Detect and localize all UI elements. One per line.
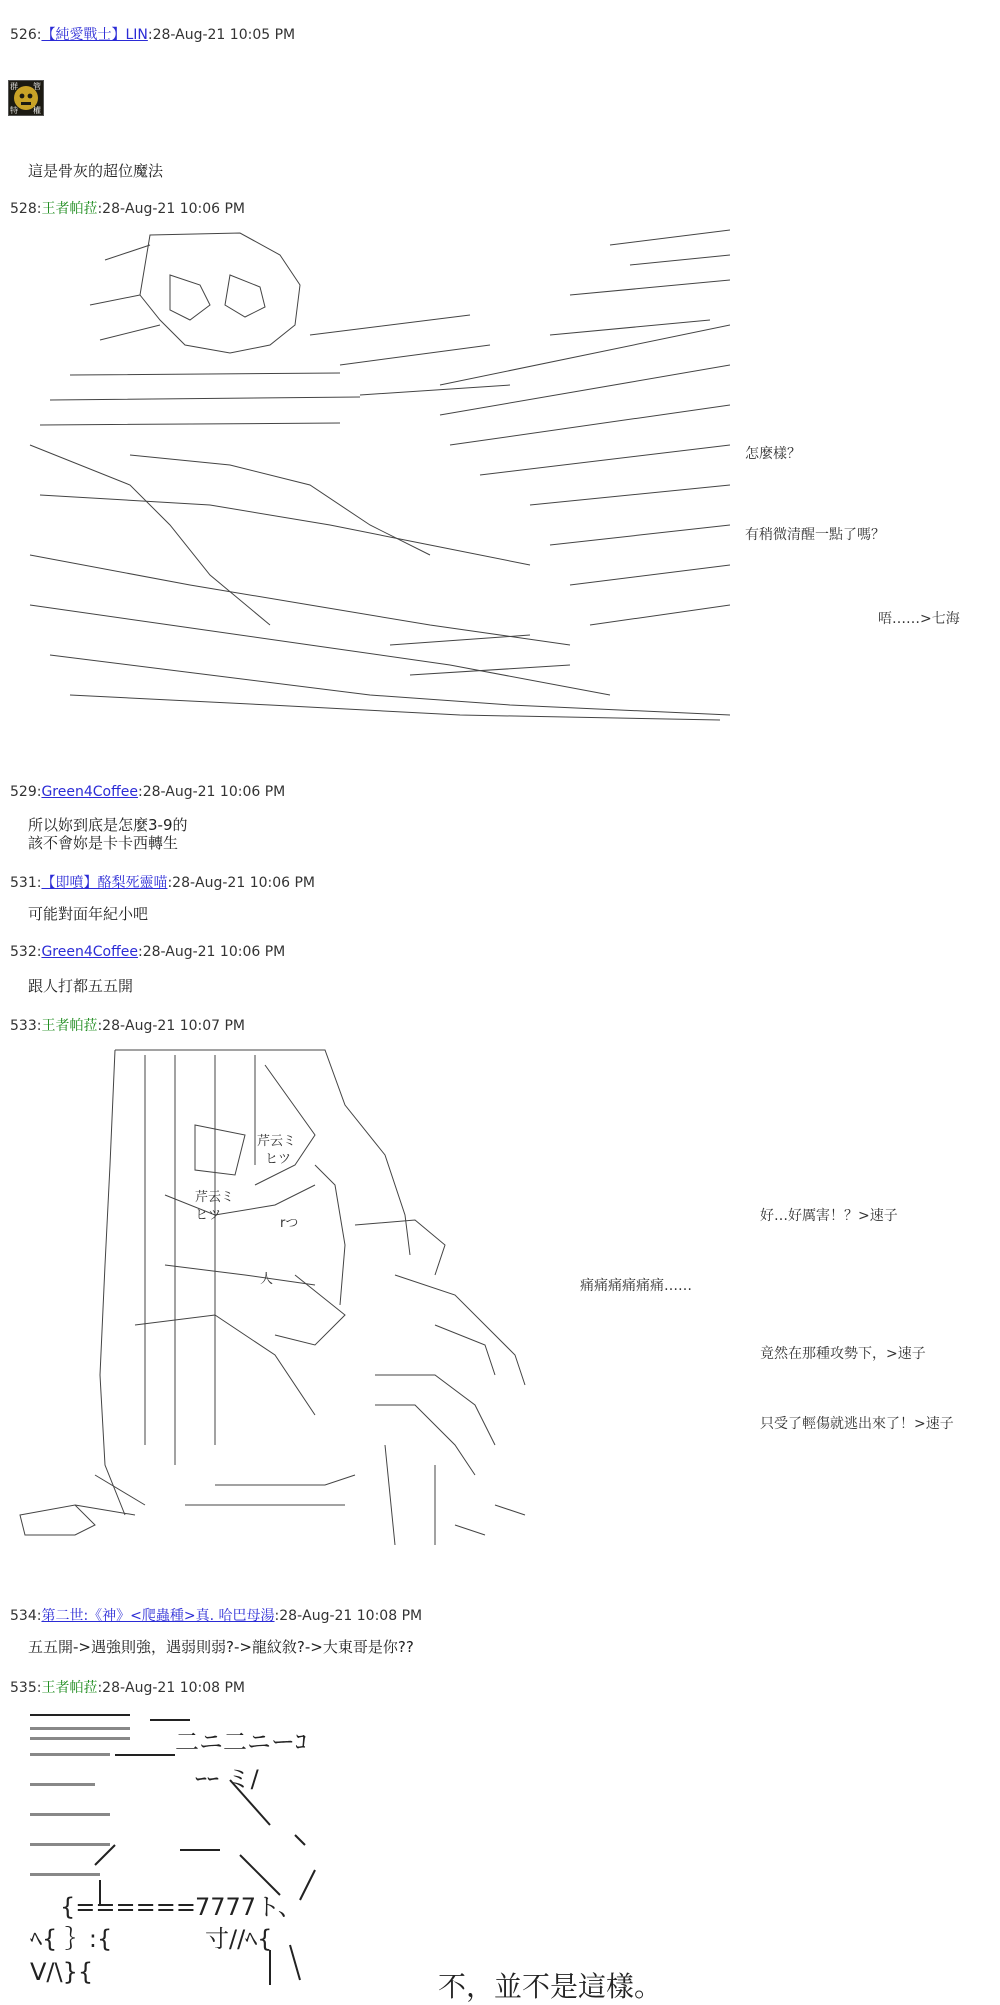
post-body-line: 跟人打都五五開 <box>28 977 134 995</box>
post-date: :28-Aug-21 10:08 PM <box>97 1680 246 1696</box>
post-date: :28-Aug-21 10:06 PM <box>137 784 286 800</box>
post-date: :28-Aug-21 10:06 PM <box>137 944 286 960</box>
ascii-art-image <box>10 225 730 725</box>
post-date: :28-Aug-21 10:06 PM <box>97 201 246 217</box>
post-sep: : <box>36 1608 42 1624</box>
post-sep: : <box>36 1018 42 1034</box>
post-sep: : <box>36 784 42 800</box>
post-body-line: 這是骨灰的超位魔法 <box>28 162 164 180</box>
ascii-art-image <box>20 1705 340 1995</box>
post-header-532 <box>10 944 285 960</box>
post-author: 王者帕菈 <box>41 1018 98 1034</box>
post-date: :28-Aug-21 10:06 PM <box>167 875 316 891</box>
aa-glyphs: 寸//ﾍ{ <box>205 1925 273 1953</box>
avatar-char: 群 <box>10 82 18 91</box>
post-author-link[interactable]: Green4Coffee <box>41 784 138 800</box>
post-header-533 <box>10 1015 245 1035</box>
post-author-link[interactable]: 第二世:《神》<爬蟲種>真. 哈巴母湯 <box>41 1608 275 1624</box>
post-header-529 <box>10 784 285 800</box>
side-text: 怎麼樣？ <box>745 446 801 462</box>
post-number: 533 <box>10 1018 37 1034</box>
side-text: 痛痛痛痛痛痛…… <box>580 1278 692 1294</box>
post-number: 534 <box>10 1608 37 1624</box>
side-text: 有稍微清醒一點了嗎？ <box>745 527 885 543</box>
post-author: 王者帕菈 <box>41 1680 98 1696</box>
post-author-link[interactable]: 【即噴】酪梨死靈喵 <box>41 875 168 891</box>
avatar <box>8 80 44 116</box>
post-number: 528 <box>10 201 37 217</box>
post-number: 531 <box>10 875 37 891</box>
post-author-link[interactable]: Green4Coffee <box>41 944 138 960</box>
post-sep: : <box>36 875 42 891</box>
post-body-line: 該不會妳是卡卡西轉生 <box>28 834 179 852</box>
post-header-528 <box>10 198 245 218</box>
post-sep: : <box>36 944 42 960</box>
post-body-line: 五五開->遇強則強，遇弱則弱?->龍紋敘?->大東哥是你?? <box>28 1638 414 1656</box>
big-caption: 不，並不是這樣。 <box>438 1970 663 2003</box>
avatar-char: 權 <box>33 106 41 115</box>
post-number: 532 <box>10 944 37 960</box>
post-date: :28-Aug-21 10:05 PM <box>147 27 296 43</box>
post-author-link[interactable]: 【純愛戰士】LIN <box>41 27 148 43</box>
aa-glyphs: 7777ト、 <box>195 1893 302 1921</box>
post-number: 529 <box>10 784 37 800</box>
post-body-line: 所以妳到底是怎麼3-9的 <box>28 816 188 834</box>
post-number: 526 <box>10 27 37 43</box>
side-text: 唔……>七海 <box>878 611 960 627</box>
aa-label: 芹云ミ <box>257 1134 297 1149</box>
aa-glyphs: {====== <box>60 1893 196 1921</box>
side-text: 竟然在那種攻勢下，>速子 <box>760 1346 926 1362</box>
post-sep: : <box>36 201 42 217</box>
post-header-534 <box>10 1605 422 1625</box>
post-header-526 <box>10 24 295 44</box>
ascii-art-image <box>15 1045 585 1555</box>
aa-label: 芹云ミ <box>195 1190 235 1205</box>
post-date: :28-Aug-21 10:08 PM <box>274 1608 423 1624</box>
aa-label: ヒツ <box>265 1152 292 1167</box>
aa-label: ヒツ <box>195 1208 222 1223</box>
post-body-line: 可能對面年紀小吧 <box>28 905 149 923</box>
avatar-char: 管 <box>33 82 41 91</box>
post-author: 王者帕菈 <box>41 201 98 217</box>
aa-glyphs: V/\}{ <box>30 1958 94 1986</box>
aa-glyphs: 二ニ二ニーｺ <box>175 1728 307 1756</box>
post-header-531 <box>10 872 315 892</box>
aa-label: rつ <box>280 1216 299 1231</box>
aa-glyphs: ｰｰ ミ/ <box>195 1765 259 1793</box>
avatar-char: 特 <box>10 106 18 115</box>
aa-glyphs: ﾍ{ ｝:{ <box>30 1925 113 1953</box>
aa-label: 人 <box>260 1272 274 1287</box>
post-sep: : <box>36 1680 42 1696</box>
post-number: 535 <box>10 1680 37 1696</box>
post-header-535 <box>10 1677 245 1697</box>
post-sep: : <box>36 27 42 43</box>
side-text: 只受了輕傷就逃出來了！>速子 <box>760 1416 954 1432</box>
side-text: 好…好厲害！？>速子 <box>760 1208 898 1224</box>
post-date: :28-Aug-21 10:07 PM <box>97 1018 246 1034</box>
